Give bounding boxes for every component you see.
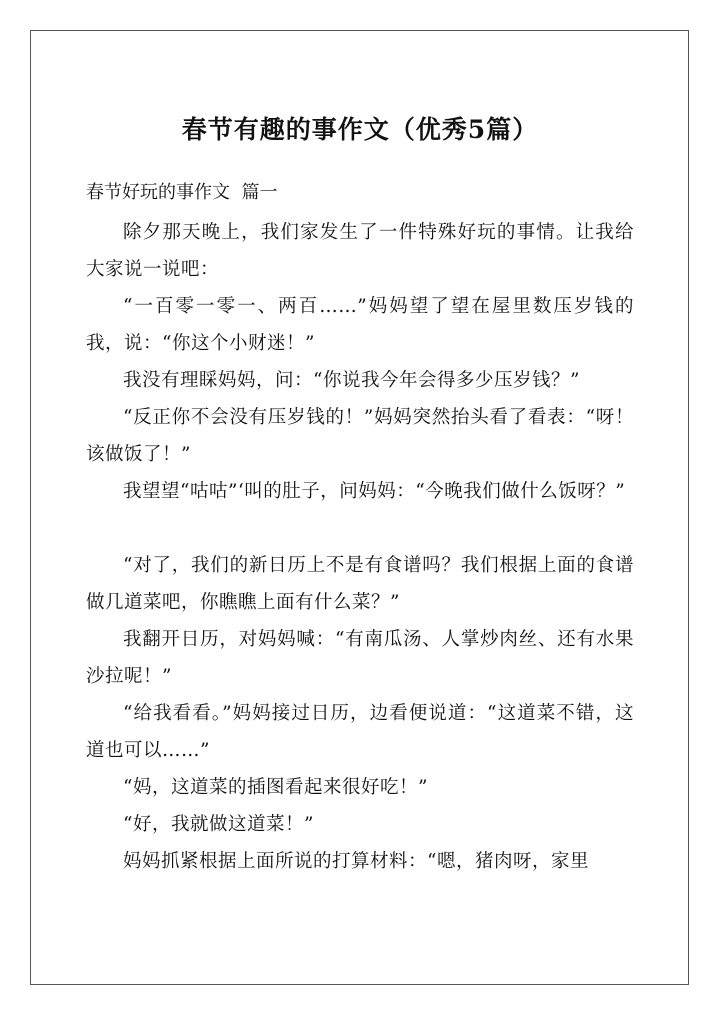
- document-title: 春节有趣的事作文（优秀5篇）: [181, 115, 539, 144]
- paragraph: “好，我就做这道菜！”: [123, 814, 314, 835]
- paragraph: 我翻开日历，对妈妈喊：“有南瓜汤、人掌炒肉丝、还有水果沙拉呢！”: [86, 629, 634, 687]
- section-heading: 春节好玩的事作文 篇一: [86, 182, 278, 203]
- paragraph: 我没有理睬妈妈，问：“你说我今年会得多少压岁钱？”: [123, 370, 580, 391]
- paragraph: 妈妈抓紧根据上面所说的打算材料：“嗯，猪肉呀，家里: [123, 851, 589, 872]
- paragraph: “一百零一零一、两百……”妈妈望了望在屋里数压岁钱的我，说：“你这个小财迷！”: [86, 296, 634, 354]
- paragraph: “反正你不会没有压岁钱的！”妈妈突然抬头看了看表：“呀！该做饭了！”: [86, 407, 634, 465]
- paragraph: 我望望“咕咕”‘叫的肚子，问妈妈：“今晚我们做什么饭呀？”: [123, 481, 626, 502]
- paragraph: “妈，这道菜的插图看起来很好吃！”: [123, 777, 428, 798]
- paragraph: “给我看看。”妈妈接过日历，边看便说道：“这道菜不错，这道也可以……”: [86, 703, 634, 761]
- paragraph: “对了，我们的新日历上不是有食谱吗？我们根据上面的食谱做几道菜吧，你瞧瞧上面有什么菜？”: [86, 555, 634, 613]
- paragraph: 除夕那天晚上，我们家发生了一件特殊好玩的事情。让我给大家说一说吧：: [86, 222, 634, 280]
